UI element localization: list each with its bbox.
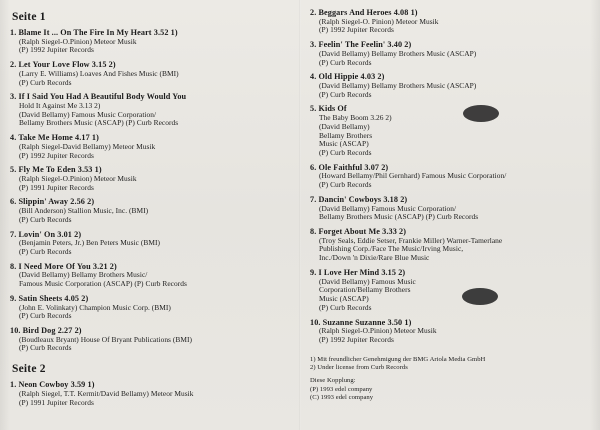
ink-smudge-lower xyxy=(462,288,498,305)
track-credit: (P) 1991 Jupiter Records xyxy=(19,182,94,192)
track-title: 5. Kids Of xyxy=(310,104,347,114)
track-credit: (P) Curb Records xyxy=(319,57,372,67)
track-item xyxy=(310,163,590,190)
track-credit: (David Bellamy) Famous Music xyxy=(319,276,416,286)
track-credit: The Baby Boom 3.26 2) xyxy=(319,113,392,123)
track-title: 10. Suzanne Suzanne 3.50 1) xyxy=(310,317,412,327)
track-item xyxy=(10,28,290,55)
track-credit: Hold It Against Me 3.13 2) xyxy=(19,100,101,110)
note-line: Diese Kopplung: xyxy=(310,377,356,385)
track-item xyxy=(10,294,290,321)
track-title: 3. Feelin' The Feelin' 3.40 2) xyxy=(310,40,412,50)
track-title: 3. If I Said You Had A Beautiful Body Would You xyxy=(10,92,187,102)
track-credit: (Ralph Siegel-David Bellamy) Meteor Musik xyxy=(19,141,156,151)
track-credit: (Bill Anderson) Stallion Music, Inc. (BMI) xyxy=(19,206,149,216)
right-column xyxy=(300,0,600,409)
track-credit: (Ralph Siegel-O.Pinion) Meteor Musik xyxy=(19,173,137,183)
track-credit: (P) 1992 Jupiter Records xyxy=(319,25,394,35)
track-item xyxy=(310,72,590,99)
track-credit: (P) Curb Records xyxy=(19,77,72,87)
track-title: 10. Bird Dog 2.27 2) xyxy=(10,326,82,335)
track-credit: Music (ASCAP) xyxy=(319,139,369,149)
track-credit: (Ralph Siegel-O.Pinion) Meteor Musik xyxy=(319,326,437,336)
track-title: 9. I Love Her Mind 3.15 2) xyxy=(310,267,406,277)
track-item xyxy=(10,380,290,407)
track-credit: (P) Curb Records xyxy=(319,89,372,99)
track-credit: (John E. Volinkaty) Champion Music Corp. (BMI) xyxy=(19,302,171,312)
track-title: 8. Forget About Me 3.33 2) xyxy=(310,227,407,237)
ink-smudge-upper xyxy=(463,105,499,122)
track-title: 7. Lovin' On 3.01 2) xyxy=(10,229,82,239)
track-title: 6. Slippin' Away 2.56 2) xyxy=(10,197,95,207)
track-title: 5. Fly Me To Eden 3.53 1) xyxy=(10,165,102,175)
track-credit: (P) Curb Records xyxy=(19,214,72,224)
track-credit: (P) 1992 Jupiter Records xyxy=(19,150,94,160)
track-credit: (Ralph Siegel-O. Pinion) Meteor Musik xyxy=(319,16,439,26)
track-credit: (Troy Seals, Eddie Setser, Frankie Miller) Warner-Tamerlane xyxy=(319,235,503,245)
track-credit: (David Bellamy) Bellamy Brothers Music/ xyxy=(19,270,148,280)
note-line: (C) 1993 edel company xyxy=(310,394,374,402)
legal-notes xyxy=(310,353,590,404)
track-credit: (P) Curb Records xyxy=(19,246,72,256)
track-title: 7. Dancin' Cowboys 3.18 2) xyxy=(310,194,408,204)
track-title: 8. I Need More Of You 3.21 2) xyxy=(10,261,117,271)
track-credit: (P) 1992 Jupiter Records xyxy=(319,334,394,344)
track-credit: (Benjamin Peters, Jr.) Ben Peters Music (BMI) xyxy=(19,238,161,248)
note-line: 2) Under license from Curb Records xyxy=(310,364,408,372)
track-item xyxy=(310,104,590,157)
track-credit: (David Bellamy) Famous Music Corporation/ xyxy=(319,203,457,213)
track-item xyxy=(310,227,590,263)
track-item xyxy=(310,318,590,345)
track-title: 4. Old Hippie 4.03 2) xyxy=(310,72,385,82)
note-line: (P) 1993 edel company xyxy=(310,385,373,393)
track-title: 6. Ole Faithful 3.07 2) xyxy=(310,162,389,172)
track-credit: Corporation/Bellamy Brothers xyxy=(319,285,411,295)
track-credit: Famous Music Corporation (ASCAP) (P) Curb Records xyxy=(19,279,187,289)
track-credit: (Ralph Siegel, T.T. Kermit/David Bellamy) Meteor Musik xyxy=(19,388,194,398)
left-column xyxy=(0,0,300,418)
track-credit: (David Bellamy) Bellamy Brothers Music (ASCAP) xyxy=(319,80,477,90)
track-title: 9. Satin Sheets 4.05 2) xyxy=(10,293,89,303)
track-credit: Music (ASCAP) xyxy=(319,294,369,304)
track-item xyxy=(310,195,590,222)
track-item xyxy=(10,326,290,353)
side-1-heading: Seite 1 xyxy=(12,11,46,23)
track-credit: Inc./Down 'n Dixie/Rare Blue Music xyxy=(319,253,430,263)
track-item xyxy=(10,262,290,289)
track-credit: Bellamy Brothers xyxy=(319,130,373,140)
track-title: 1. Blame It ... On The Fire In My Heart 3.52 1) xyxy=(10,28,178,37)
track-credit: (Howard Bellamy/Phil Gernhard) Famous Music Corporation/ xyxy=(319,171,507,181)
track-credit: (P) Curb Records xyxy=(319,180,372,190)
track-credit: (David Bellamy) Bellamy Brothers Music (ASCAP) xyxy=(319,48,477,58)
track-title: 2. Let Your Love Flow 3.15 2) xyxy=(10,60,116,70)
track-title: 2. Beggars And Heroes 4.08 1) xyxy=(310,8,418,17)
track-item xyxy=(310,268,590,313)
note-line: 1) Mit freundlicher Genehmigung der BMG Ariola Media GmbH xyxy=(310,355,486,363)
track-item xyxy=(10,60,290,87)
track-credit: (P) Curb Records xyxy=(19,343,72,353)
track-title: 1. Neon Cowboy 3.59 1) xyxy=(10,380,95,390)
side-2-heading: Seite 2 xyxy=(12,363,46,376)
track-credit: (P) 1991 Jupiter Records xyxy=(19,397,94,407)
track-item xyxy=(310,8,590,35)
track-item xyxy=(310,40,590,67)
track-title: 4. Take Me Home 4.17 1) xyxy=(10,133,99,143)
track-credit: (David Bellamy) xyxy=(319,121,370,131)
track-item xyxy=(10,230,290,257)
track-credit: (P) Curb Records xyxy=(319,302,372,312)
track-credit: Bellamy Brothers Music (ASCAP) (P) Curb Records xyxy=(319,212,479,222)
track-credit: (David Bellamy) Famous Music Corporation/ xyxy=(19,109,157,119)
track-credit: (P) Curb Records xyxy=(319,148,372,158)
track-credit: Bellamy Brothers Music (ASCAP) (P) Curb Records xyxy=(19,118,179,128)
track-item xyxy=(10,133,290,160)
track-credit: (Boudleaux Bryant) House Of Bryant Publications (BMI) xyxy=(19,334,193,344)
track-credit: (Ralph Siegel-O.Pinion) Meteor Musik xyxy=(19,36,137,46)
track-credit: (Larry E. Williams) Loaves And Fishes Music (BMI) xyxy=(19,68,179,78)
track-credit: (P) Curb Records xyxy=(19,311,72,321)
track-item xyxy=(10,197,290,224)
track-item xyxy=(10,165,290,192)
track-item xyxy=(10,92,290,128)
track-credit: Publishing Corp./Face The Music/Irving Music, xyxy=(319,244,464,254)
track-credit: (P) 1992 Jupiter Records xyxy=(19,45,94,55)
